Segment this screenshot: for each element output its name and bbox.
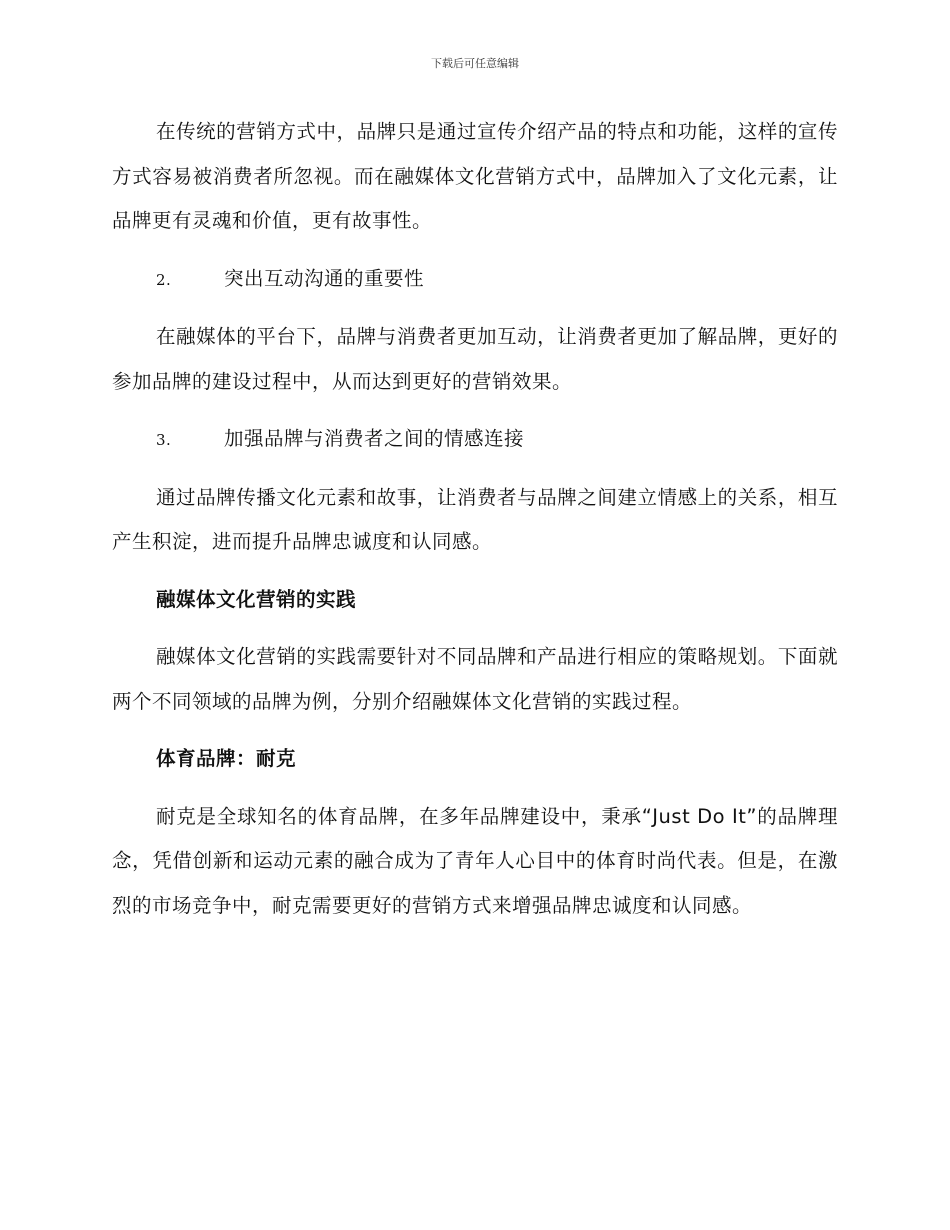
paragraph-nike: 耐克是全球知名的体育品牌，在多年品牌建设中，秉承“Just Do It”的品牌理念，凭借创新和运动元素的融合成为了青年人心目中的体育时尚代表。但是，在激烈的市场竞争中，耐克需要更好的营销方式来增强品牌忠诚度和认同感。 [112,804,838,917]
paragraph-traditional-marketing: 在传统的营销方式中，品牌只是通过宣传介绍产品的特点和功能，这样的宣传方式容易被消费者所忽视。而在融媒体文化营销方式中，品牌加入了文化元素，让品牌更有灵魂和价值，更有故事性。 [112,120,838,232]
list-item-number: 3. [156,431,172,449]
list-item-2 [112,257,838,303]
section-heading-practice: 融媒体文化营销的实践 [156,587,357,611]
list-item-text: 突出互动沟通的重要性 [224,266,425,290]
document-body [112,110,838,941]
paragraph-interaction: 在融媒体的平台下，品牌与消费者更加互动，让消费者更加了解品牌，更好的参加品牌的建设过程中，从而达到更好的营销效果。 [112,325,838,393]
page-header: 下载后可任意编辑 [431,57,519,70]
list-item-number: 2. [156,270,172,289]
paragraph-practice: 融媒体文化营销的实践需要针对不同品牌和产品进行相应的策略规划。下面就两个不同领域的品牌为例，分别介绍融媒体文化营销的实践过程。 [112,645,838,713]
list-item-3 [112,417,838,463]
list-item-text: 加强品牌与消费者之间的情感连接 [224,427,525,450]
paragraph-emotional-connection: 通过品牌传播文化元素和故事，让消费者与品牌之间建立情感上的关系，相互产生积淀，进而提升品牌忠诚度和认同感。 [112,485,838,553]
section-heading-nike: 体育品牌：耐克 [156,747,297,770]
